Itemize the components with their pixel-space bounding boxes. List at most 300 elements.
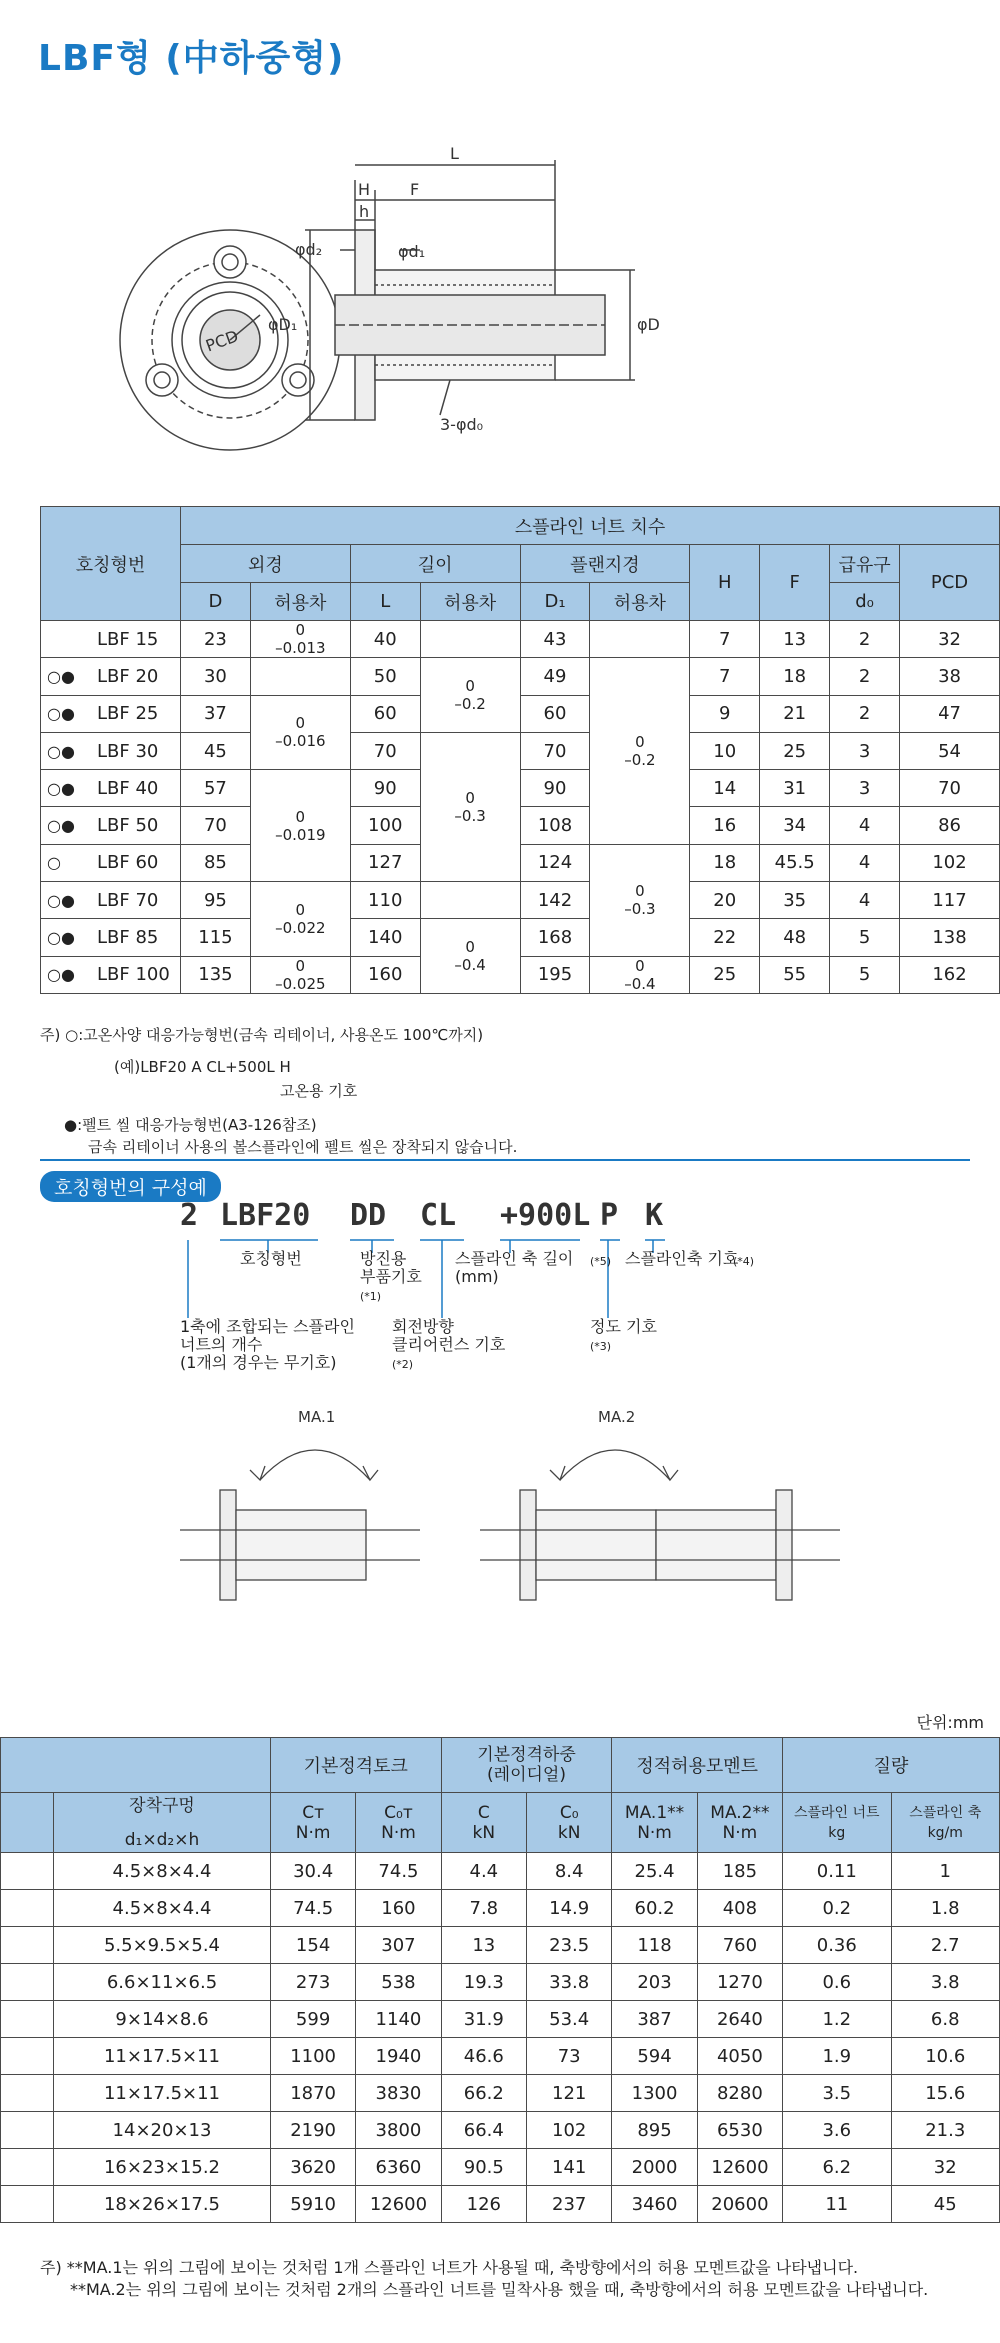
cell-ma2: 8280	[697, 2075, 782, 2112]
table-row	[1, 2186, 1000, 2223]
label-clearance-note: (*2)	[392, 1358, 414, 1371]
code-section-badge: 호칭형번의 구성예	[40, 1171, 221, 1202]
cell-side-blank	[1, 2186, 54, 2223]
moment-ma2-label: MA.2	[598, 1408, 636, 1426]
cell-PCD: 47	[900, 695, 1000, 732]
cell-d0: 3	[830, 732, 900, 769]
cell-shaft-mass: 2.7	[891, 1927, 1000, 1964]
cell-PCD: 38	[900, 658, 1000, 695]
cell-shaft-mass: 32	[891, 2149, 1000, 2186]
cell-c: 126	[441, 2186, 526, 2223]
cell-L: 90	[350, 770, 420, 807]
code-part-shaft: K	[645, 1198, 664, 1233]
model-symbol: ○	[47, 853, 61, 873]
cell-nut-mass: 0.2	[783, 1890, 891, 1927]
cell-model	[41, 882, 181, 919]
header-load-line2: (레이디얼)	[487, 1765, 566, 1785]
cell-PCD: 54	[900, 732, 1000, 769]
cell-ma1: 1300	[612, 2075, 697, 2112]
header-od: 외경	[180, 545, 350, 583]
model-name: LBF 25	[97, 703, 159, 725]
table-row	[1, 1853, 1000, 1890]
cell-L: 100	[350, 807, 420, 844]
cell-ct: 2190	[270, 2112, 355, 2149]
cell-c0: 33.8	[527, 1964, 612, 2001]
cell-ma2: 6530	[697, 2112, 782, 2149]
label-shaft-symbol-note: (*4)	[733, 1255, 755, 1268]
note-ma2: **MA.2는 위의 그림에 보이는 것처럼 2개의 스플라인 너트를 밀착사용 했을 때, 축방향에서의 허용 모멘트값을 나타냅니다.	[70, 2280, 929, 2299]
cell-model	[41, 621, 181, 658]
header-model: 호칭형번	[41, 507, 181, 621]
header-blank	[1, 1738, 271, 1793]
model-symbol: ○●	[47, 816, 75, 836]
dim-d0: 3-φd₀	[440, 415, 484, 434]
cell-D1: 49	[520, 658, 590, 695]
table-row	[1, 2112, 1000, 2149]
cell-D1: 142	[520, 882, 590, 919]
cell-H: 7	[690, 621, 760, 658]
side-view	[305, 160, 635, 420]
header-side-blank	[1, 1793, 54, 1853]
cell-ct: 5910	[270, 2186, 355, 2223]
cell-side-blank	[1, 2112, 54, 2149]
cell-shaft-mass: 45	[891, 2186, 1000, 2223]
table-row	[41, 770, 1000, 807]
cell-nut-mass: 6.2	[783, 2149, 891, 2186]
header-mount-title: 장착구멍	[129, 1795, 195, 1816]
table-row	[1, 2038, 1000, 2075]
cell-side-blank	[1, 2038, 54, 2075]
cell-D1: 108	[520, 807, 590, 844]
cell-side-blank	[1, 2001, 54, 2038]
cell-H: 16	[690, 807, 760, 844]
header-tolD1: 허용차	[590, 583, 690, 621]
cell-c0t: 6360	[356, 2149, 441, 2186]
cell-c0t: 307	[356, 1927, 441, 1964]
header-moment: 정적허용모멘트	[612, 1738, 783, 1793]
unit-label: 단위:mm	[916, 1713, 984, 1732]
header-D1: D₁	[520, 583, 590, 621]
header-mount	[54, 1793, 271, 1853]
header-d0: d₀	[830, 583, 900, 621]
cell-mount: 9×14×8.6	[54, 2001, 271, 2038]
cell-c0t: 74.5	[356, 1853, 441, 1890]
cell-c0: 121	[527, 2075, 612, 2112]
cell-H: 14	[690, 770, 760, 807]
dim-d2: φd₂	[295, 240, 323, 259]
cell-ct: 1870	[270, 2075, 355, 2112]
cell-ma1: 895	[612, 2112, 697, 2149]
label-shaft-length-unit: (mm)	[455, 1267, 499, 1286]
dim-d1: φd₁	[398, 242, 426, 261]
cell-c0t: 160	[356, 1890, 441, 1927]
cell-c0t: 3830	[356, 2075, 441, 2112]
note-example-label: 고온용 기호	[280, 1082, 358, 1100]
cell-F: 34	[760, 807, 830, 844]
header-L: L	[350, 583, 420, 621]
cell-nut-mass: 0.6	[783, 1964, 891, 2001]
cell-c: 4.4	[441, 1853, 526, 1890]
cell-ma2: 4050	[697, 2038, 782, 2075]
note-example: (예)LBF20 A CL+500L H	[114, 1058, 291, 1076]
cell-tolL: 0 –0.3	[420, 732, 520, 881]
cell-mount: 18×26×17.5	[54, 2186, 271, 2223]
cell-H: 22	[690, 919, 760, 956]
model-symbol: ○●	[47, 890, 75, 910]
cell-c: 90.5	[441, 2149, 526, 2186]
cell-ct: 599	[270, 2001, 355, 2038]
cell-ma1: 594	[612, 2038, 697, 2075]
cell-H: 10	[690, 732, 760, 769]
header-shaft-mass: 스플라인 축 kg/m	[891, 1793, 1000, 1853]
header-ct: Cᴛ N·m	[270, 1793, 355, 1853]
cell-H: 18	[690, 844, 760, 881]
cell-H: 20	[690, 882, 760, 919]
cell-nut-mass: 1.9	[783, 2038, 891, 2075]
header-c0t: C₀ᴛ N·m	[356, 1793, 441, 1853]
table-row	[1, 1890, 1000, 1927]
cell-d0: 2	[830, 621, 900, 658]
model-symbol: ○●	[47, 928, 75, 948]
model-symbol: ○●	[47, 666, 75, 686]
header-tolD: 허용차	[250, 583, 350, 621]
cell-d0: 5	[830, 919, 900, 956]
cell-ma1: 387	[612, 2001, 697, 2038]
cell-D: 23	[180, 621, 250, 658]
cell-c0: 8.4	[527, 1853, 612, 1890]
model-name: LBF 50	[97, 815, 159, 837]
cell-model	[41, 956, 181, 993]
technical-drawing	[110, 125, 910, 465]
model-name: LBF 15	[97, 628, 159, 650]
cell-ma1: 203	[612, 1964, 697, 2001]
cell-PCD: 102	[900, 844, 1000, 881]
table-row	[1, 1964, 1000, 2001]
cell-c0: 23.5	[527, 1927, 612, 1964]
cell-L: 70	[350, 732, 420, 769]
cell-ct: 273	[270, 1964, 355, 2001]
cell-nut-mass: 3.6	[783, 2112, 891, 2149]
cell-ma1: 25.4	[612, 1853, 697, 1890]
label-shaft-symbol: 스플라인축 기호	[625, 1249, 739, 1268]
dim-L: L	[450, 144, 459, 163]
cell-side-blank	[1, 1964, 54, 2001]
label-seal-note: (*1)	[360, 1290, 382, 1303]
cell-ct: 154	[270, 1927, 355, 1964]
header-ma1: MA.1** N·m	[612, 1793, 697, 1853]
model-name: LBF 60	[97, 852, 159, 874]
code-part-length: +900L	[500, 1198, 591, 1233]
header-lube: 급유구	[830, 545, 900, 583]
model-name: LBF 100	[97, 964, 170, 986]
cell-tolD: 0 –0.013	[250, 621, 350, 658]
cell-model	[41, 658, 181, 695]
table-row	[1, 2075, 1000, 2112]
header-load-line1: 기본정격하중	[477, 1745, 576, 1765]
cell-D: 85	[180, 844, 250, 881]
table-row	[41, 807, 1000, 844]
cell-mount: 16×23×15.2	[54, 2149, 271, 2186]
cell-D1: 124	[520, 844, 590, 881]
header-PCD: PCD	[900, 545, 1000, 621]
cell-d0: 3	[830, 770, 900, 807]
cell-tolD1: 0 –0.3	[590, 844, 690, 956]
cell-D1: 70	[520, 732, 590, 769]
code-part-count: 2	[180, 1198, 199, 1233]
cell-c: 66.4	[441, 2112, 526, 2149]
cell-c: 31.9	[441, 2001, 526, 2038]
header-c0: C₀ kN	[527, 1793, 612, 1853]
table-row	[41, 695, 1000, 732]
label-count-3: (1개의 경우는 무기호)	[180, 1353, 337, 1372]
header-mass: 질량	[783, 1738, 1000, 1793]
moment-svg	[180, 1400, 850, 1610]
cell-c0: 237	[527, 2186, 612, 2223]
cell-ma2: 760	[697, 1927, 782, 1964]
header-ma2: MA.2** N·m	[697, 1793, 782, 1853]
cell-tolL	[420, 882, 520, 919]
cell-tolD1: 0 –0.4	[590, 956, 690, 993]
label-count-2: 너트의 개수	[180, 1335, 263, 1354]
label-clearance-2: 클리어런스 기호	[392, 1335, 506, 1354]
code-part-accuracy: P	[600, 1198, 619, 1233]
cell-tolL: 0 –0.2	[420, 658, 520, 733]
cell-model	[41, 695, 181, 732]
cell-shaft-mass: 15.6	[891, 2075, 1000, 2112]
cell-tolD: 0 –0.025	[250, 956, 350, 993]
model-symbol: ○●	[47, 778, 75, 798]
cell-D: 135	[180, 956, 250, 993]
table-row	[41, 732, 1000, 769]
cell-D: 37	[180, 695, 250, 732]
cell-ma2: 1270	[697, 1964, 782, 2001]
cell-L: 110	[350, 882, 420, 919]
cell-L: 60	[350, 695, 420, 732]
cell-H: 25	[690, 956, 760, 993]
cell-model	[41, 732, 181, 769]
cell-D: 30	[180, 658, 250, 695]
cell-shaft-mass: 6.8	[891, 2001, 1000, 2038]
label-accuracy-note: (*3)	[590, 1340, 612, 1353]
cell-nut-mass: 1.2	[783, 2001, 891, 2038]
cell-tolD: 0 –0.019	[250, 770, 350, 882]
cell-c0t: 1940	[356, 2038, 441, 2075]
label-seal-2: 부품기호	[360, 1267, 422, 1286]
cell-PCD: 162	[900, 956, 1000, 993]
cell-c: 46.6	[441, 2038, 526, 2075]
section-divider	[40, 1159, 970, 1161]
cell-D1: 43	[520, 621, 590, 658]
cell-PCD: 32	[900, 621, 1000, 658]
cell-side-blank	[1, 2149, 54, 2186]
cell-c0: 14.9	[527, 1890, 612, 1927]
cell-shaft-mass: 1.8	[891, 1890, 1000, 1927]
cell-tolL	[420, 621, 520, 658]
cell-F: 35	[760, 882, 830, 919]
cell-shaft-mass: 10.6	[891, 2038, 1000, 2075]
cell-tolD	[250, 658, 350, 695]
model-name: LBF 85	[97, 927, 159, 949]
cell-nut-mass: 0.11	[783, 1853, 891, 1890]
cell-shaft-mass: 3.8	[891, 1964, 1000, 2001]
cell-c0: 141	[527, 2149, 612, 2186]
table-row	[41, 882, 1000, 919]
model-symbol: ○●	[47, 741, 75, 761]
table-row	[41, 844, 1000, 881]
cell-shaft-mass: 21.3	[891, 2112, 1000, 2149]
model-symbol: ○●	[47, 965, 75, 985]
cell-F: 21	[760, 695, 830, 732]
header-tolL: 허용차	[420, 583, 520, 621]
cell-nut-mass: 11	[783, 2186, 891, 2223]
cell-F: 13	[760, 621, 830, 658]
dim-D1: φD₁	[268, 315, 298, 334]
note-high-temp: 주) ○:고온사양 대응가능형번(금속 리테이너, 사용온도 100℃까지)	[40, 1026, 484, 1044]
dimensions-table	[40, 506, 1000, 994]
code-part-clearance: CL	[420, 1198, 457, 1233]
cell-L: 140	[350, 919, 420, 956]
label-accuracy: 정도 기호	[590, 1317, 657, 1336]
cell-F: 18	[760, 658, 830, 695]
cell-c: 66.2	[441, 2075, 526, 2112]
cell-L: 127	[350, 844, 420, 881]
cell-D: 115	[180, 919, 250, 956]
cell-c0t: 3800	[356, 2112, 441, 2149]
note-ma1: 주) **MA.1는 위의 그림에 보이는 것처럼 1개 스플라인 너트가 사용될 때, 축방향에서의 허용 모멘트값을 나타냅니다.	[40, 2258, 859, 2277]
table1-notes	[40, 1024, 518, 1156]
cell-tolD: 0 –0.016	[250, 695, 350, 770]
cell-ma2: 20600	[697, 2186, 782, 2223]
cell-D1: 60	[520, 695, 590, 732]
cell-ma1: 2000	[612, 2149, 697, 2186]
page-title: LBF형 (中하중형)	[38, 38, 345, 79]
table-row	[41, 621, 1000, 658]
cell-D1: 168	[520, 919, 590, 956]
cell-F: 31	[760, 770, 830, 807]
nut-drawing-svg	[110, 125, 910, 465]
cell-ct: 30.4	[270, 1853, 355, 1890]
model-name: LBF 20	[97, 665, 159, 687]
ratings-table	[0, 1737, 1000, 2223]
cell-F: 45.5	[760, 844, 830, 881]
cell-L: 40	[350, 621, 420, 658]
cell-F: 25	[760, 732, 830, 769]
cell-ma2: 408	[697, 1890, 782, 1927]
cell-d0: 2	[830, 658, 900, 695]
cell-mount: 11×17.5×11	[54, 2075, 271, 2112]
cell-PCD: 86	[900, 807, 1000, 844]
code-part-seal: DD	[350, 1198, 387, 1233]
cell-ma1: 3460	[612, 2186, 697, 2223]
dim-H: H	[358, 180, 371, 199]
cell-D: 95	[180, 882, 250, 919]
header-length: 길이	[350, 545, 520, 583]
cell-nut-mass: 0.36	[783, 1927, 891, 1964]
label-seal-1: 방진용	[360, 1249, 407, 1268]
cell-c0: 102	[527, 2112, 612, 2149]
cell-c0t: 538	[356, 1964, 441, 2001]
cell-shaft-mass: 1	[891, 1853, 1000, 1890]
table-row	[1, 1927, 1000, 1964]
code-part-model: LBF20	[220, 1198, 311, 1233]
cell-tolD1	[590, 621, 690, 658]
model-name: LBF 30	[97, 740, 159, 762]
cell-side-blank	[1, 1890, 54, 1927]
cell-model	[41, 919, 181, 956]
header-c: C kN	[441, 1793, 526, 1853]
table-row	[1, 2149, 1000, 2186]
cell-PCD: 117	[900, 882, 1000, 919]
table-row	[41, 919, 1000, 956]
cell-mount: 5.5×9.5×5.4	[54, 1927, 271, 1964]
model-symbol: ○●	[47, 704, 75, 724]
table-row	[41, 956, 1000, 993]
dim-h: h	[359, 202, 370, 221]
cell-side-blank	[1, 1853, 54, 1890]
cell-H: 9	[690, 695, 760, 732]
cell-D: 45	[180, 732, 250, 769]
cell-mount: 11×17.5×11	[54, 2038, 271, 2075]
code-example	[180, 1198, 755, 1398]
table-row	[1, 2001, 1000, 2038]
cell-d0: 4	[830, 882, 900, 919]
cell-mount: 4.5×8×4.4	[54, 1890, 271, 1927]
cell-tolD1: 0 –0.2	[590, 658, 690, 844]
cell-ma1: 60.2	[612, 1890, 697, 1927]
cell-model	[41, 770, 181, 807]
cell-side-blank	[1, 1927, 54, 1964]
header-F: F	[760, 545, 830, 621]
cell-L: 50	[350, 658, 420, 695]
cell-ct: 74.5	[270, 1890, 355, 1927]
cell-tolD: 0 –0.022	[250, 882, 350, 957]
label-shaft-length: 스플라인 축 길이	[455, 1249, 574, 1268]
cell-D1: 195	[520, 956, 590, 993]
header-load	[441, 1738, 612, 1793]
label-shaft-length-note: (*5)	[590, 1255, 612, 1268]
cell-mount: 14×20×13	[54, 2112, 271, 2149]
cell-c: 7.8	[441, 1890, 526, 1927]
pcd-label: PCD	[203, 326, 241, 356]
moment-diagrams	[180, 1400, 850, 1610]
cell-nut-mass: 3.5	[783, 2075, 891, 2112]
dim-D: φD	[637, 315, 660, 334]
cell-F: 48	[760, 919, 830, 956]
cell-d0: 5	[830, 956, 900, 993]
cell-PCD: 70	[900, 770, 1000, 807]
cell-d0: 4	[830, 844, 900, 881]
header-D: D	[180, 583, 250, 621]
label-model: 호칭형번	[240, 1249, 302, 1268]
header-H: H	[690, 545, 760, 621]
cell-c: 13	[441, 1927, 526, 1964]
header-torque: 기본정격토크	[270, 1738, 441, 1793]
dim-F: F	[410, 180, 420, 199]
note-felt-detail: 금속 리테이너 사용의 볼스플라인에 펠트 씰은 장착되지 않습니다.	[88, 1138, 518, 1156]
cell-side-blank	[1, 2075, 54, 2112]
cell-D1: 90	[520, 770, 590, 807]
cell-ct: 1100	[270, 2038, 355, 2075]
cell-c0t: 1140	[356, 2001, 441, 2038]
header-nut-dims: 스플라인 너트 치수	[180, 507, 999, 545]
cell-PCD: 138	[900, 919, 1000, 956]
cell-H: 7	[690, 658, 760, 695]
cell-d0: 4	[830, 807, 900, 844]
cell-d0: 2	[830, 695, 900, 732]
label-clearance-1: 회전방향	[392, 1317, 454, 1336]
cell-tolL: 0 –0.4	[420, 919, 520, 994]
cell-D: 57	[180, 770, 250, 807]
